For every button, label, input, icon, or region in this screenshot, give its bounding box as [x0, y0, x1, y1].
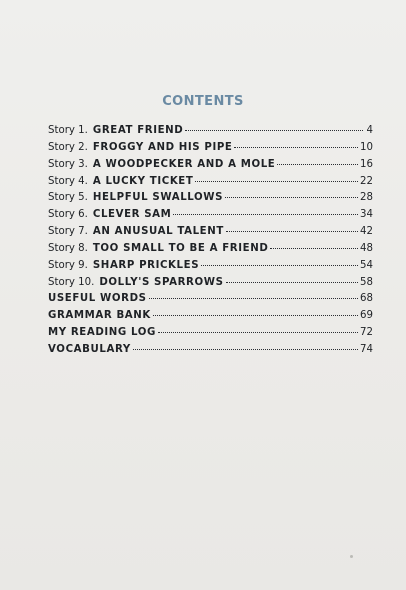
toc-entry-my-reading-log[interactable] [48, 325, 373, 342]
story-number: Story 1. [48, 125, 88, 136]
dot-leader [173, 214, 358, 215]
page-number: 4 [366, 125, 373, 136]
dot-leader [226, 231, 358, 232]
section-title: GRAMMAR BANK [48, 310, 151, 322]
page-number: 28 [360, 192, 373, 204]
page-number: 10 [360, 141, 373, 153]
dot-leader [277, 164, 358, 165]
dot-leader [195, 181, 358, 182]
story-title: CLEVER SAM [92, 209, 172, 221]
story-number: Story 6. [48, 209, 88, 221]
section-title: USEFUL WORDS [48, 293, 147, 305]
page-number: 72 [360, 327, 373, 339]
section-title: VOCABULARY [48, 343, 131, 355]
story-title: SHARP PRICKLES [92, 259, 200, 271]
toc-entry-vocabulary[interactable] [48, 342, 373, 359]
dot-leader [201, 265, 358, 266]
story-number: Story 3. [48, 158, 88, 170]
story-number: Story 4. [48, 175, 88, 187]
dot-leader [270, 248, 358, 249]
toc-entry-story-7[interactable] [48, 224, 373, 241]
dot-leader [225, 197, 358, 198]
dot-leader [149, 298, 358, 299]
dot-leader [226, 282, 359, 283]
story-title: AN ANUSUAL TALENT [92, 226, 224, 238]
toc-entry-story-4[interactable] [48, 174, 373, 191]
dot-leader [158, 332, 358, 333]
toc-entry-story-10[interactable] [48, 275, 373, 292]
page-number: 68 [360, 293, 373, 305]
page-number: 22 [360, 175, 373, 187]
toc-entry-story-8[interactable] [48, 241, 373, 258]
table-of-contents [48, 123, 373, 359]
story-number: Story 5. [48, 192, 88, 204]
story-title: A WOODPECKER AND A MOLE [92, 158, 276, 170]
story-number: Story 9. [48, 259, 88, 271]
page-number: 69 [360, 310, 373, 322]
dot-leader [185, 130, 363, 131]
story-number: Story 10. [48, 276, 95, 288]
dot-leader [153, 315, 358, 316]
page-number: 58 [360, 276, 373, 288]
section-title: MY READING LOG [48, 327, 156, 339]
story-title: A LUCKY TICKET [92, 175, 194, 187]
toc-entry-story-9[interactable] [48, 258, 373, 275]
story-number: Story 2. [48, 141, 88, 153]
toc-entry-grammar-bank[interactable] [48, 308, 373, 325]
story-title: GREAT FRIEND [92, 125, 184, 136]
page-number: 42 [360, 226, 373, 238]
story-number: Story 8. [48, 242, 88, 254]
story-title: HELPFUL SWALLOWS [92, 192, 224, 204]
page-number: 54 [360, 259, 373, 271]
toc-entry-story-1[interactable] [48, 123, 373, 140]
toc-entry-story-5[interactable] [48, 190, 373, 207]
story-number: Story 7. [48, 226, 88, 238]
dot-leader [133, 349, 358, 350]
page-number: 48 [360, 242, 373, 254]
story-title: TOO SMALL TO BE A FRIEND [92, 242, 269, 254]
toc-entry-story-3[interactable] [48, 157, 373, 174]
page-number: 34 [360, 209, 373, 221]
toc-entry-useful-words[interactable] [48, 291, 373, 308]
paper-speck [350, 555, 353, 558]
toc-entry-story-6[interactable] [48, 207, 373, 224]
story-title: DOLLY'S SPARROWS [99, 276, 224, 288]
page-number: 16 [360, 158, 373, 170]
page-number: 74 [360, 343, 373, 355]
contents-heading: CONTENTS [162, 94, 244, 109]
story-title: FROGGY AND HIS PIPE [92, 141, 233, 153]
toc-entry-story-2[interactable] [48, 140, 373, 157]
dot-leader [234, 147, 358, 148]
